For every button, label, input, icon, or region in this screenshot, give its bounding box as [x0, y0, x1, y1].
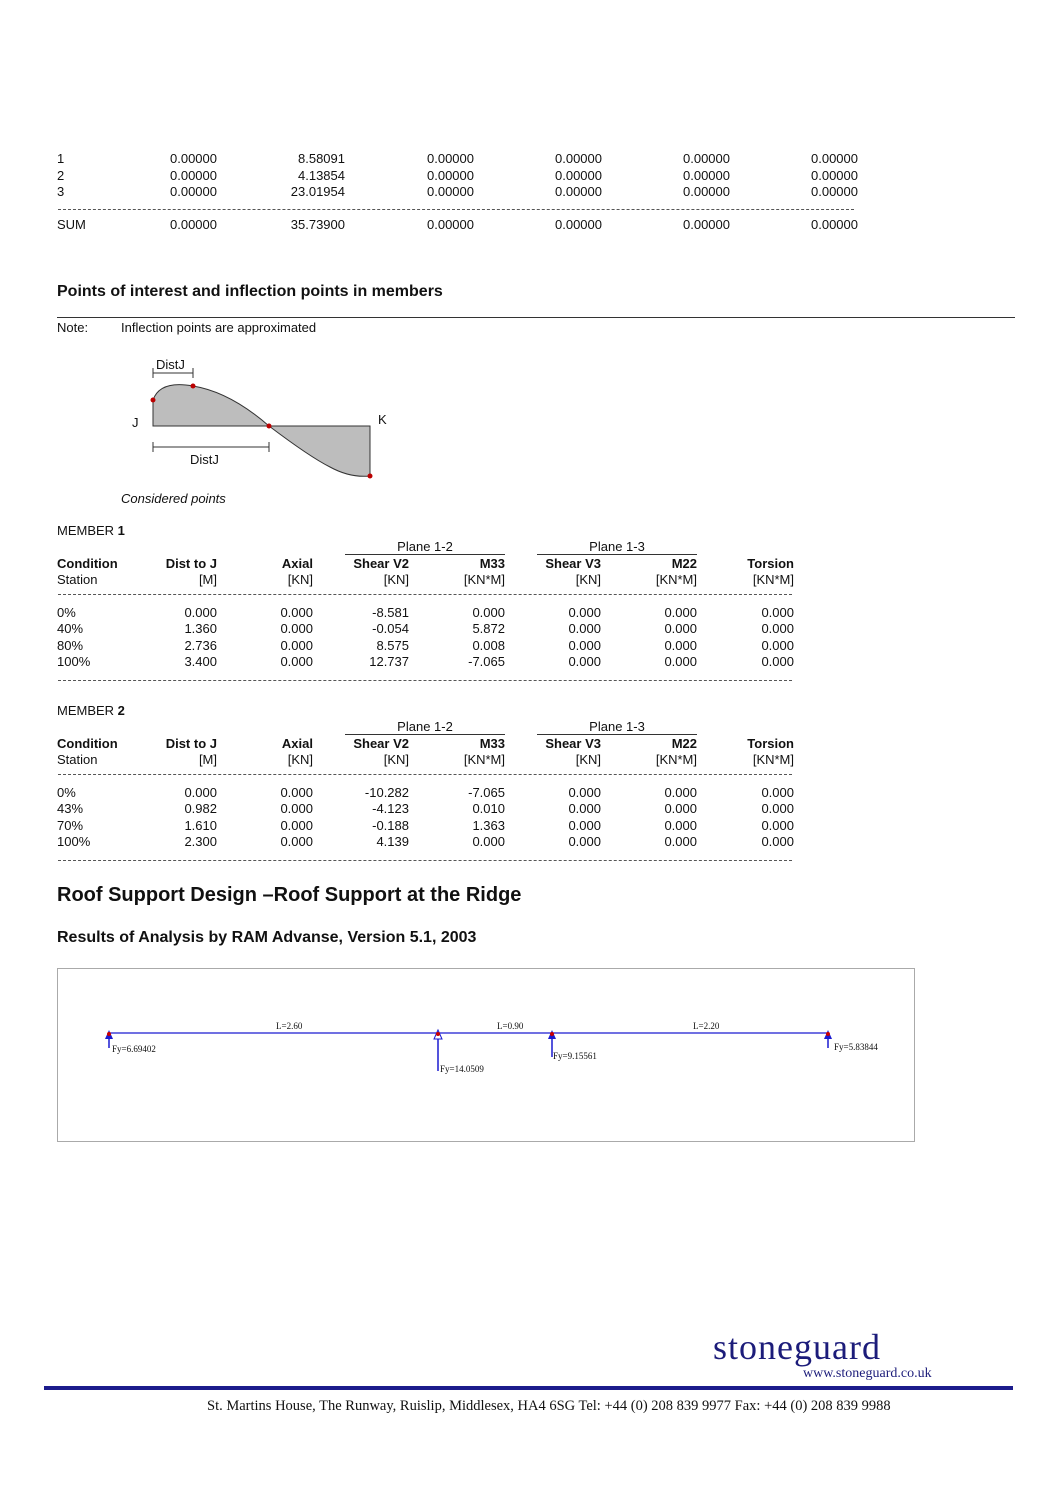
member-row-cell: 43%: [57, 801, 84, 817]
reaction-row-cell: 0.00000: [811, 184, 858, 199]
reaction-sum-cell: SUM: [57, 217, 86, 232]
member-row-cell: 0.000: [761, 801, 794, 817]
reaction-row-cell: 4.13854: [298, 167, 345, 183]
member-title: MEMBER 2: [57, 703, 125, 718]
member-row-cell: 0.000: [568, 605, 601, 620]
website: www.stoneguard.co.uk: [803, 1366, 932, 1381]
member-row-cell: 0.000: [184, 785, 217, 800]
column-header: M33: [479, 736, 505, 751]
member-row-cell: 0.000: [280, 833, 313, 849]
member-row-cell: 0.000: [664, 833, 697, 849]
reaction-row-cell: 2: [57, 167, 65, 183]
footer-address: St. Martins House, The Runway, Ruislip, Middlesex, HA4 6SG Tel: +44 (0) 208 839 9977 Fax: +44 (0) 208 839 9988: [207, 1398, 891, 1414]
note-label: Note:: [57, 320, 89, 335]
member-row-cell: 0.008: [472, 637, 505, 653]
member-row-cell: 0.000: [568, 785, 601, 800]
reaction-row-cell: 1: [57, 151, 65, 166]
reaction-row-cell: 0.00000: [811, 151, 858, 166]
member-row-cell: 100%: [57, 653, 91, 669]
member-row-cell: 0.000: [664, 605, 697, 620]
member-row-cell: 0.982: [184, 801, 217, 817]
member-row-cell: 100%: [57, 833, 91, 849]
reaction-row-cell: 0.00000: [427, 184, 474, 199]
reaction-row-cell: 0.00000: [683, 167, 730, 183]
poi-title: Points of interest and inflection points in members: [57, 283, 443, 300]
member-row-cell: 1.360: [184, 621, 217, 637]
column-unit: Station: [57, 572, 98, 587]
column-unit: [KN]: [287, 752, 313, 767]
member-row-cell: -8.581: [372, 605, 409, 620]
member-row-cell: 2.300: [184, 833, 217, 849]
reaction-row-cell: 0.00000: [170, 151, 217, 166]
member-row-cell: 40%: [57, 621, 84, 637]
reaction-sum-cell: 0.00000: [555, 217, 602, 232]
span-label-1: L=2.60: [276, 1021, 303, 1031]
member-row-cell: 3.400: [184, 653, 217, 669]
member-header-divider: [58, 774, 792, 775]
reaction-row-cell: 0.00000: [170, 167, 217, 183]
reaction-sum-cell: 0.00000: [170, 217, 217, 232]
footer-rule: [44, 1386, 1013, 1390]
column-header: Shear V3: [545, 556, 601, 571]
beam-diagram: [57, 968, 915, 1142]
poi-rule: [57, 317, 1015, 318]
reaction-row-cell: 0.00000: [683, 184, 730, 199]
member-row-cell: 0.000: [280, 653, 313, 669]
reaction-sum-cell: 35.73900: [290, 217, 345, 232]
reaction-row-cell: 0.00000: [555, 184, 602, 199]
distj-bottom-label: DistJ: [190, 452, 219, 467]
inflection-diagram: [120, 352, 420, 492]
member-title: MEMBER 1: [57, 523, 125, 538]
member-header-divider: [58, 594, 792, 595]
reaction-row-cell: 0.00000: [427, 167, 474, 183]
reaction-sum-cell: 0.00000: [427, 217, 474, 232]
column-header: M33: [479, 556, 505, 571]
column-unit: Station: [57, 752, 98, 767]
plane-1-2-rule: [345, 554, 505, 555]
plane-1-2-label: Plane 1-2: [397, 719, 453, 734]
member-row-cell: 5.872: [472, 621, 505, 637]
column-header: M22: [671, 736, 697, 751]
reaction-label-1: Fy=6.69402: [112, 1044, 156, 1054]
member-row-cell: -7.065: [468, 653, 505, 669]
member-row-cell: -7.065: [468, 785, 505, 800]
member-row-cell: 70%: [57, 817, 84, 833]
plane-1-3-rule: [537, 734, 697, 735]
member-row-cell: 0.000: [280, 817, 313, 833]
column-header: Condition: [57, 736, 118, 751]
reaction-row-cell: 0.00000: [427, 151, 474, 166]
reaction-label-4: Fy=5.83844: [834, 1042, 878, 1052]
column-unit: [KN]: [383, 572, 409, 587]
member-row-cell: 8.575: [376, 637, 409, 653]
logo-text: stoneguard: [713, 1327, 881, 1367]
reaction-row-cell: 0.00000: [170, 184, 217, 199]
member-row-cell: -10.282: [364, 785, 409, 800]
reactions-divider: [58, 209, 854, 210]
member-row-cell: 0.000: [761, 817, 794, 833]
member-row-cell: 80%: [57, 637, 84, 653]
column-header: Axial: [281, 736, 313, 751]
reaction-row-cell: 0.00000: [555, 151, 602, 166]
reaction-row-cell: 0.00000: [683, 151, 730, 166]
span-label-2: L=0.90: [497, 1021, 524, 1031]
column-header: Condition: [57, 556, 118, 571]
reaction-row-cell: 8.58091: [298, 151, 345, 166]
reaction-row-cell: 3: [57, 184, 65, 199]
member-footer-divider: [58, 680, 792, 681]
plane-1-3-label: Plane 1-3: [589, 719, 645, 734]
column-unit: [KN]: [575, 752, 601, 767]
column-unit: [KN*M]: [752, 752, 794, 767]
member-row-cell: 0.000: [761, 637, 794, 653]
member-row-cell: 0.000: [472, 833, 505, 849]
member-row-cell: 0.000: [568, 833, 601, 849]
member-row-cell: 0.000: [664, 621, 697, 637]
company-logo: [713, 1326, 881, 1368]
reaction-sum-cell: 0.00000: [811, 217, 858, 232]
column-unit: [KN]: [287, 572, 313, 587]
reaction-row-cell: 0.00000: [811, 167, 858, 183]
column-header: Torsion: [747, 556, 794, 571]
column-header: Torsion: [747, 736, 794, 751]
member-row-cell: 0.000: [761, 785, 794, 800]
column-unit: [M]: [198, 752, 217, 767]
member-row-cell: 0.000: [761, 833, 794, 849]
plane-1-3-rule: [537, 554, 697, 555]
column-unit: [KN]: [383, 752, 409, 767]
member-row-cell: 0.000: [664, 653, 697, 669]
column-unit: [M]: [198, 572, 217, 587]
member-row-cell: 0.000: [568, 817, 601, 833]
reaction-label-3: Fy=9.15561: [553, 1051, 597, 1061]
member-row-cell: 1.363: [472, 817, 505, 833]
member-row-cell: -4.123: [372, 801, 409, 817]
member-row-cell: 0.000: [664, 801, 697, 817]
column-unit: [KN*M]: [655, 572, 697, 587]
column-unit: [KN*M]: [752, 572, 794, 587]
k-label: K: [378, 412, 387, 427]
column-header: Dist to J: [165, 556, 217, 571]
member-row-cell: 0.000: [664, 817, 697, 833]
column-header: M22: [671, 556, 697, 571]
member-row-cell: 0.000: [761, 605, 794, 620]
member-row-cell: 12.737: [369, 653, 409, 669]
member-row-cell: 0.000: [280, 801, 313, 817]
column-header: Shear V2: [353, 736, 409, 751]
member-row-cell: 2.736: [184, 637, 217, 653]
member-row-cell: -0.188: [372, 817, 409, 833]
member-row-cell: 0.000: [280, 637, 313, 653]
j-label: J: [132, 415, 139, 430]
member-row-cell: 1.610: [184, 817, 217, 833]
span-label-3: L=2.20: [693, 1021, 720, 1031]
member-row-cell: 0%: [57, 605, 76, 620]
member-row-cell: 0.000: [761, 653, 794, 669]
section-title: Roof Support Design –Roof Support at the Ridge: [57, 884, 522, 906]
section-subtitle: Results of Analysis by RAM Advanse, Version 5.1, 2003: [57, 929, 477, 946]
reaction-label-2: Fy=14.0509: [440, 1064, 484, 1074]
member-row-cell: 0.000: [568, 653, 601, 669]
distj-top-label: DistJ: [156, 357, 185, 372]
column-header: Shear V2: [353, 556, 409, 571]
member-row-cell: 0.000: [664, 637, 697, 653]
member-row-cell: 4.139: [376, 833, 409, 849]
member-row-cell: 0.000: [472, 605, 505, 620]
column-header: Shear V3: [545, 736, 601, 751]
member-row-cell: 0.000: [568, 621, 601, 637]
reaction-row-cell: 23.01954: [290, 184, 345, 199]
member-row-cell: 0.000: [568, 637, 601, 653]
reaction-row-cell: 0.00000: [555, 167, 602, 183]
column-header: Dist to J: [165, 736, 217, 751]
diagram-caption: Considered points: [121, 491, 226, 506]
column-header: Axial: [281, 556, 313, 571]
note-text: Inflection points are approximated: [121, 320, 317, 335]
column-unit: [KN*M]: [463, 752, 505, 767]
member-row-cell: -0.054: [372, 621, 409, 637]
member-row-cell: 0.000: [761, 621, 794, 637]
plane-1-2-rule: [345, 734, 505, 735]
column-unit: [KN*M]: [463, 572, 505, 587]
member-row-cell: 0.010: [472, 801, 505, 817]
member-row-cell: 0%: [57, 785, 76, 800]
member-row-cell: 0.000: [184, 605, 217, 620]
member-row-cell: 0.000: [280, 621, 313, 637]
column-unit: [KN]: [575, 572, 601, 587]
member-footer-divider: [58, 860, 792, 861]
member-row-cell: 0.000: [568, 801, 601, 817]
reaction-sum-cell: 0.00000: [683, 217, 730, 232]
member-row-cell: 0.000: [664, 785, 697, 800]
plane-1-3-label: Plane 1-3: [589, 539, 645, 554]
member-row-cell: 0.000: [280, 785, 313, 800]
column-unit: [KN*M]: [655, 752, 697, 767]
plane-1-2-label: Plane 1-2: [397, 539, 453, 554]
member-row-cell: 0.000: [280, 605, 313, 620]
